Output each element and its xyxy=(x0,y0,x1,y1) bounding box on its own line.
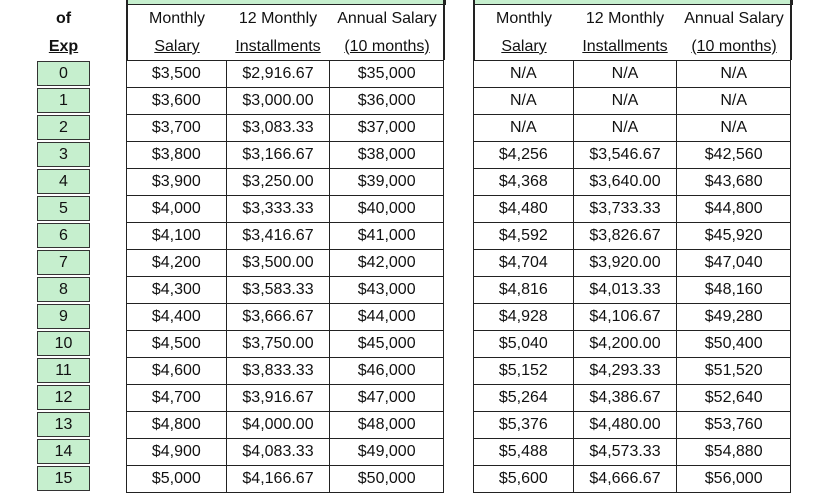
right-table-cell: $56,000 xyxy=(677,466,791,493)
right-table-row xyxy=(474,169,791,196)
right-table-cell: $51,520 xyxy=(677,358,791,385)
left-table-cell: $3,500.00 xyxy=(226,250,330,277)
exp-year-cell: 5 xyxy=(37,196,90,221)
left-table-cell: $36,000 xyxy=(330,88,444,115)
exp-year-cell: 14 xyxy=(37,439,90,464)
left-header-installments-line2: Installments xyxy=(235,38,321,55)
left-table-cell: $4,200 xyxy=(127,250,227,277)
left-table-cell: $48,000 xyxy=(330,412,444,439)
left-table-header-bar xyxy=(127,0,446,5)
left-table-cell: $3,500 xyxy=(127,61,227,88)
right-table-cell: $49,280 xyxy=(677,304,791,331)
right-table-cell: $5,152 xyxy=(474,358,574,385)
right-table-row xyxy=(474,88,791,115)
left-table-cell: $3,833.33 xyxy=(226,358,330,385)
right-table-cell: $53,760 xyxy=(677,412,791,439)
right-table-cell: $4,666.67 xyxy=(573,466,677,493)
right-table-cell: $50,400 xyxy=(677,331,791,358)
left-table-cell: $4,900 xyxy=(127,439,227,466)
right-table-cell: $5,264 xyxy=(474,385,574,412)
left-table-cell: $41,000 xyxy=(330,223,444,250)
right-table-row xyxy=(474,223,791,250)
right-table-cell: $4,592 xyxy=(474,223,574,250)
right-table-row xyxy=(474,61,791,88)
right-table-cell: $44,800 xyxy=(677,196,791,223)
exp-year-cell: 6 xyxy=(37,223,90,248)
exp-year-cell: 13 xyxy=(37,412,90,437)
right-table-row xyxy=(474,331,791,358)
left-table-row xyxy=(127,250,444,277)
left-table-cell: $4,600 xyxy=(127,358,227,385)
right-table-cell: $47,040 xyxy=(677,250,791,277)
right-table-cell: $43,680 xyxy=(677,169,791,196)
right-table-cell: $3,920.00 xyxy=(573,250,677,277)
right-table-row xyxy=(474,412,791,439)
exp-year-cell: 2 xyxy=(37,115,90,140)
right-table-cell: $4,573.33 xyxy=(573,439,677,466)
left-table-cell: $47,000 xyxy=(330,385,444,412)
right-table-cell: $4,928 xyxy=(474,304,574,331)
exp-year-cell: 4 xyxy=(37,169,90,194)
left-table-cell: $4,166.67 xyxy=(226,466,330,493)
right-table-cell: $4,256 xyxy=(474,142,574,169)
left-table-cell: $4,400 xyxy=(127,304,227,331)
right-table-row xyxy=(474,466,791,493)
left-table-row xyxy=(127,439,444,466)
right-table-cell: N/A xyxy=(677,88,791,115)
left-table-row xyxy=(127,385,444,412)
left-table-cell: $3,333.33 xyxy=(226,196,330,223)
left-table-cell: $3,600 xyxy=(127,88,227,115)
right-table-cell: $3,733.33 xyxy=(573,196,677,223)
right-table-cell: $5,376 xyxy=(474,412,574,439)
exp-year-cell: 9 xyxy=(37,304,90,329)
right-header-monthly-salary-line1: Monthly xyxy=(495,10,553,27)
left-table-cell: $39,000 xyxy=(330,169,444,196)
left-table-cell: $3,800 xyxy=(127,142,227,169)
left-table-cell: $4,500 xyxy=(127,331,227,358)
right-table-cell: $45,920 xyxy=(677,223,791,250)
right-table-cell: $42,560 xyxy=(677,142,791,169)
right-table-cell: $5,600 xyxy=(474,466,574,493)
left-table-cell: $4,700 xyxy=(127,385,227,412)
right-table-row xyxy=(474,115,791,142)
right-table-cell: $48,160 xyxy=(677,277,791,304)
left-table-cell: $3,166.67 xyxy=(226,142,330,169)
right-table-cell: $52,640 xyxy=(677,385,791,412)
exp-year-cell: 12 xyxy=(37,385,90,410)
left-table-cell: $3,583.33 xyxy=(226,277,330,304)
left-header-annual-line1: Annual Salary xyxy=(337,10,437,27)
right-table-cell: N/A xyxy=(573,88,677,115)
right-table-cell: N/A xyxy=(573,115,677,142)
right-table-cell: $4,704 xyxy=(474,250,574,277)
left-table-cell: $50,000 xyxy=(330,466,444,493)
right-table-cell: $4,480 xyxy=(474,196,574,223)
right-table-row xyxy=(474,304,791,331)
left-table-row xyxy=(127,466,444,493)
left-table-cell: $3,416.67 xyxy=(226,223,330,250)
exp-year-cell: 10 xyxy=(37,331,90,356)
left-table-row xyxy=(127,169,444,196)
left-table-cell: $44,000 xyxy=(330,304,444,331)
right-table-cell: $4,480.00 xyxy=(573,412,677,439)
left-table-cell: $4,100 xyxy=(127,223,227,250)
right-table-cell: $4,106.67 xyxy=(573,304,677,331)
left-table-cell: $4,083.33 xyxy=(226,439,330,466)
right-table-cell: $4,386.67 xyxy=(573,385,677,412)
right-table-cell: N/A xyxy=(677,115,791,142)
right-table-cell: $5,488 xyxy=(474,439,574,466)
left-table-cell: $37,000 xyxy=(330,115,444,142)
left-table-row xyxy=(127,277,444,304)
left-table-row xyxy=(127,358,444,385)
left-table-cell: $4,800 xyxy=(127,412,227,439)
left-table-cell: $49,000 xyxy=(330,439,444,466)
right-table-header-bar xyxy=(474,0,793,5)
left-table-row xyxy=(127,88,444,115)
left-table-cell: $5,000 xyxy=(127,466,227,493)
left-table-cell: $3,666.67 xyxy=(226,304,330,331)
right-table-row xyxy=(474,250,791,277)
right-table-cell: N/A xyxy=(573,61,677,88)
left-table-row xyxy=(127,61,444,88)
left-table-cell: $4,000.00 xyxy=(226,412,330,439)
left-header-installments-line1: 12 Monthly xyxy=(238,10,318,27)
right-table-cell: $3,826.67 xyxy=(573,223,677,250)
right-table-cell: $4,013.33 xyxy=(573,277,677,304)
exp-year-cell: 11 xyxy=(37,358,90,383)
left-table-cell: $3,000.00 xyxy=(226,88,330,115)
right-header-installments-line2: Installments xyxy=(582,38,668,55)
right-table-row xyxy=(474,439,791,466)
right-table-cell: N/A xyxy=(474,115,574,142)
left-table-cell: $45,000 xyxy=(330,331,444,358)
right-table-row xyxy=(474,385,791,412)
exp-year-cell: 7 xyxy=(37,250,90,275)
right-table-cell: N/A xyxy=(474,61,574,88)
right-table-cell: $4,816 xyxy=(474,277,574,304)
left-table-cell: $3,700 xyxy=(127,115,227,142)
exp-year-cell: 0 xyxy=(37,61,90,86)
left-table-cell: $2,916.67 xyxy=(226,61,330,88)
left-header-monthly-salary-line1: Monthly xyxy=(148,10,206,27)
right-table-cell: $3,640.00 xyxy=(573,169,677,196)
left-table-row xyxy=(127,115,444,142)
left-header-annual-line2: (10 months) xyxy=(344,38,430,55)
right-table-cell: $3,546.67 xyxy=(573,142,677,169)
left-table-cell: $3,900 xyxy=(127,169,227,196)
right-header-annual-line2: (10 months) xyxy=(691,38,777,55)
left-table-cell: $46,000 xyxy=(330,358,444,385)
right-header-monthly-salary-line2: Salary xyxy=(501,38,547,55)
exp-year-cell: 15 xyxy=(37,466,90,491)
left-table-cell: $3,083.33 xyxy=(226,115,330,142)
left-table-cell: $3,750.00 xyxy=(226,331,330,358)
left-table-row xyxy=(127,304,444,331)
right-header-annual-line1: Annual Salary xyxy=(684,10,784,27)
left-table-cell: $35,000 xyxy=(330,61,444,88)
left-salary-table xyxy=(126,60,444,493)
left-table-cell: $4,000 xyxy=(127,196,227,223)
left-table-cell: $38,000 xyxy=(330,142,444,169)
left-table-cell: $3,250.00 xyxy=(226,169,330,196)
right-table-cell: $4,368 xyxy=(474,169,574,196)
years-experience-column xyxy=(37,61,90,493)
right-salary-table xyxy=(473,60,791,493)
right-table-cell: $5,040 xyxy=(474,331,574,358)
left-table-cell: $42,000 xyxy=(330,250,444,277)
left-table-row xyxy=(127,412,444,439)
left-table-cell: $3,916.67 xyxy=(226,385,330,412)
right-table-cell: $54,880 xyxy=(677,439,791,466)
left-table-row xyxy=(127,331,444,358)
right-table-row xyxy=(474,358,791,385)
exp-header-line1: of xyxy=(55,10,72,27)
left-table-cell: $43,000 xyxy=(330,277,444,304)
right-table-cell: $4,200.00 xyxy=(573,331,677,358)
exp-year-cell: 3 xyxy=(37,142,90,167)
exp-year-cell: 1 xyxy=(37,88,90,113)
exp-header-line2: Exp xyxy=(48,38,79,55)
left-table-row xyxy=(127,223,444,250)
right-table-row xyxy=(474,142,791,169)
left-table-row xyxy=(127,196,444,223)
right-table-cell: N/A xyxy=(474,88,574,115)
exp-year-cell: 8 xyxy=(37,277,90,302)
right-header-installments-line1: 12 Monthly xyxy=(585,10,665,27)
right-table-cell: $4,293.33 xyxy=(573,358,677,385)
right-table-cell: N/A xyxy=(677,61,791,88)
left-table-cell: $4,300 xyxy=(127,277,227,304)
right-table-row xyxy=(474,277,791,304)
left-table-row xyxy=(127,142,444,169)
left-header-monthly-salary-line2: Salary xyxy=(154,38,200,55)
right-table-row xyxy=(474,196,791,223)
left-table-cell: $40,000 xyxy=(330,196,444,223)
